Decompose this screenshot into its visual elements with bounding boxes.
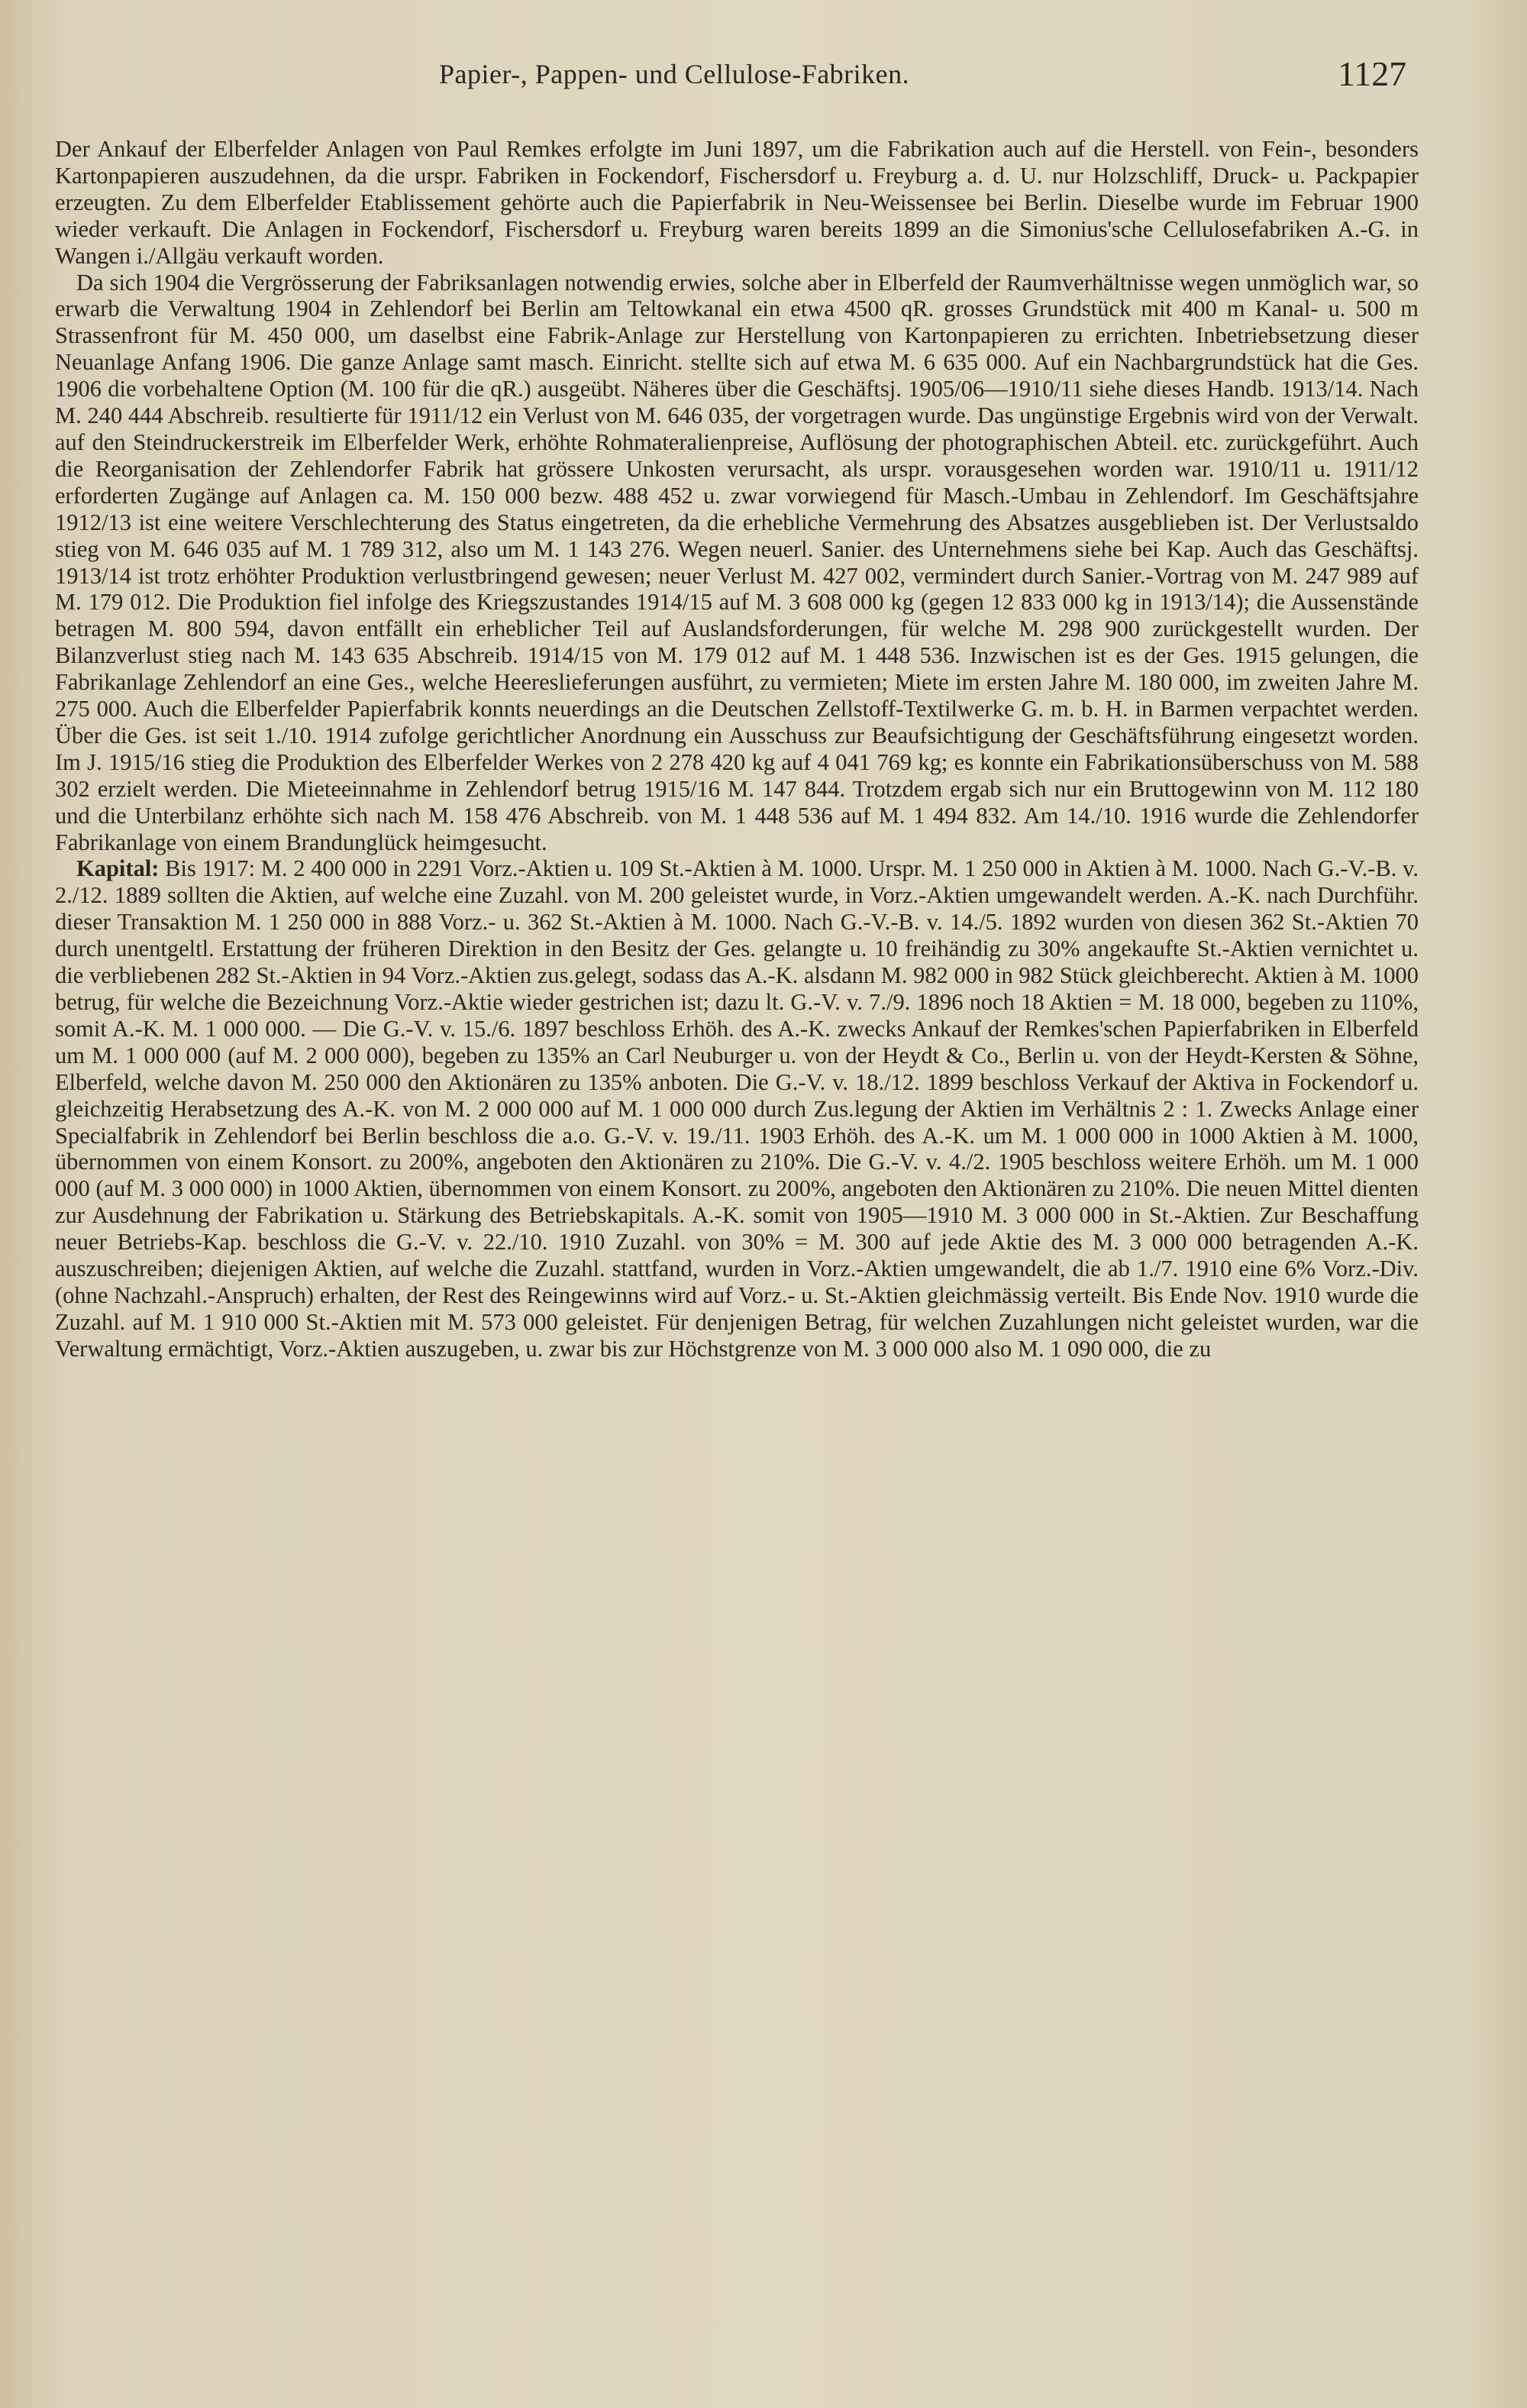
running-title: Papier-, Pappen- und Cellulose-Fabriken. <box>439 59 910 89</box>
page-number: 1127 <box>1338 54 1407 93</box>
body-text <box>55 136 1419 1362</box>
kapital-label: Kapital: <box>76 855 160 882</box>
kapital-text: Bis 1917: M. 2 400 000 in 2291 Vorz.-Aktien u. 109 St.-Aktien à M. 1000. Urspr. M. 1 250 000 in Aktien à M. 1000. Nach G.-V.-B. v. 2./12. 1889 sollten die Aktien, auf welche eine Zuzahl. von M. 200 geleistet wurde, in Vorz.-Aktien umgewandelt werden. A.-K. nach Durchführ. dieser Transaktion M. 1 250 000 in 888 Vorz.- u. 362 St.-Aktien à M. 1000. Nach G.-V.-B. v. 14./5. 1892 wurden von diesen 362 St.-Aktien 70 durch unentgeltl. Erstattung der früheren Direktion in den Besitz der Ges. gelangte u. 10 freihändig zu 30% angekaufte St.-Aktien vernichtet u. die verbliebenen 282 St.-Aktien in 94 Vorz.-Aktien zus.gelegt, sodass das A.-K. alsdann M. 982 000 in 982 Stück gleichberecht. Aktien à M. 1000 betrug, für welche die Bezeichnung Vorz.-Aktie wieder gestrichen ist; dazu lt. G.-V. v. 7./9. 1896 noch 18 Aktien = M. 18 000, begeben zu 110%, somit A.-K. M. 1 000 000. — Die G.-V. v. 15./6. 1897 beschloss Erhöh. des A.-K. zwecks Ankauf der Remkes'schen Papierfabriken in Elberfeld um M. 1 000 000 (auf M. 2 000 000), begeben zu 135% an Carl Neuburger u. von der Heydt & Co., Berlin u. von der Heydt-Kersten & Söhne, Elberfeld, welche davon M. 250 000 den Aktionären zu 135% anboten. Die G.-V. v. 18./12. 1899 beschloss Verkauf der Aktiva in Fockendorf u. gleichzeitig Herabsetzung des A.-K. von M. 2 000 000 auf M. 1 000 000 durch Zus.legung der Aktien im Verhältnis 2 : 1. Zwecks Anlage einer Specialfabrik in Zehlendorf bei Berlin beschloss die a.o. G.-V. v. 19./11. 1903 Erhöh. des A.-K. um M. 1 000 000 in 1000 Aktien à M. 1000, übernommen von einem Konsort. zu 200%, angeboten den Aktionären zu 210%. Die G.-V. v. 4./2. 1905 beschloss weitere Erhöh. um M. 1 000 000 (auf M. 3 000 000) in 1000 Aktien, übernommen von einem Konsort. zu 200%, angeboten den Aktionären zu 210%. Die neuen Mittel dienten zur Ausdehnung der Fabrikation u. Stärkung des Betriebskapitals. A.-K. somit von 1905—1910 M. 3 000 000 in St.-Aktien. Zur Beschaffung neuer Betriebs-Kap. beschloss die G.-V. v. 22./10. 1910 Zuzahl. von 30% = M. 300 auf jede Aktie des M. 3 000 000 betragenden A.-K. auszuschreiben; diejenigen Aktien, auf welche die Zuzahl. stattfand, wurden in Vorz.-Aktien umgewandelt, die ab 1./7. 1910 eine 6% Vorz.-Div. (ohne Nachzahl.-Anspruch) erhalten, der Rest des Reingewinns wird auf Vorz.- u. St.-Aktien gleichmässig verteilt. Bis Ende Nov. 1910 wurde die Zuzahl. auf M. 1 910 000 St.-Aktien mit M. 573 000 geleistet. Für denjenigen Betrag, für welchen Zuzahlungen nicht geleistet wurden, war die Verwaltung ermächtigt, Vorz.-Aktien auszugeben, u. zwar bis zur Höchstgrenze von M. 3 000 000 also M. 1 090 000, die zu <box>55 855 1419 1362</box>
paragraph-zehlendorf-history: Da sich 1904 die Vergrösserung der Fabriksanlagen notwendig erwies, solche aber in Elberfeld der Raumverhältnisse wegen unmöglich war, so erwarb die Verwaltung 1904 in Zehlendorf bei Berlin am Teltowkanal ein etwa 4500 qR. grosses Grundstück mit 400 m Kanal- u. 500 m Strassenfront für M. 450 000, um daselbst eine Fabrik-Anlage zur Herstellung von Kartonpapieren zu errichten. Inbetriebsetzung dieser Neuanlage Anfang 1906. Die ganze Anlage samt masch. Einricht. stellte sich auf etwa M. 6 635 000. Auf ein Nachbargrundstück hat die Ges. 1906 die vorbehaltene Option (M. 100 für die qR.) ausgeübt. Näheres über die Geschäftsj. 1905/06—1910/11 siehe dieses Handb. 1913/14. Nach M. 240 444 Abschreib. resultierte für 1911/12 ein Verlust von M. 646 035, der vorgetragen wurde. Das ungünstige Ergebnis wird von der Verwalt. auf den Steindruckerstreik im Elberfelder Werk, erhöhte Rohmateralienpreise, Auflösung der photographischen Abteil. etc. zurückgeführt. Auch die Reorganisation der Zehlendorfer Fabrik hat grössere Unkosten verursacht, als urspr. vorausgesehen worden war. 1910/11 u. 1911/12 erforderten Zugänge auf Anlagen ca. M. 150 000 bezw. 488 452 u. zwar vorwiegend für Masch.-Umbau in Zehlendorf. Im Geschäftsjahre 1912/13 ist eine weitere Verschlechterung des Status eingetreten, da die erhebliche Vermehrung des Absatzes ausgeblieben ist. Der Verlustsaldo stieg von M. 646 035 auf M. 1 789 312, also um M. 1 143 276. Wegen neuerl. Sanier. des Unternehmens siehe bei Kap. Auch das Geschäftsj. 1913/14 ist trotz erhöhter Produktion verlustbringend gewesen; neuer Verlust M. 427 002, vermindert durch Sanier.-Vortrag von M. 247 989 auf M. 179 012. Die Produktion fiel infolge des Kriegszustandes 1914/15 auf M. 3 608 000 kg (gegen 12 833 000 kg in 1913/14); die Aussenstände betragen M. 800 594, davon entfällt ein erheblicher Teil auf Auslandsforderungen, für welche M. 298 900 zurückgestellt wurden. Der Bilanzverlust stieg nach M. 143 635 Abschreib. 1914/15 von M. 179 012 auf M. 1 448 536. Inzwischen ist es der Ges. 1915 gelungen, die Fabrikanlage Zehlendorf an eine Ges., welche Heereslieferungen ausführt, zu vermieten; Miete im ersten Jahre M. 180 000, im zweiten Jahre M. 275 000. Auch die Elberfelder Papierfabrik konnts neuerdings an die Deutschen Zellstoff-Textilwerke G. m. b. H. in Barmen verpachtet werden. Über die Ges. ist seit 1./10. 1914 zufolge gerichtlicher Anordnung ein Ausschuss zur Beaufsichtigung der Geschäftsführung eingesetzt worden. Im J. 1915/16 stieg die Produktion des Elberfelder Werkes von 2 278 420 kg auf 4 041 769 kg; es konnte ein Fabrikationsüberschuss von M. 588 302 erzielt werden. Die Mieteeinnahme in Zehlendorf betrug 1915/16 M. 147 844. Trotzdem ergab sich nur ein Bruttogewinn von M. 112 180 und die Unterbilanz erhöhte sich nach M. 158 476 Abschreib. von M. 1 448 536 auf M. 1 494 832. Am 14./10. 1916 wurde die Zehlendorfer Fabrikanlage von einem Brandunglück heimgesucht. <box>55 269 1419 855</box>
paragraph-remkes-acquisition: Der Ankauf der Elberfelder Anlagen von Paul Remkes erfolgte im Juni 1897, um die Fabrikation auch auf die Herstell. von Fein-, besonders Kartonpapieren auszudehnen, da die urspr. Fabriken in Fockendorf, Fischersdorf u. Freyburg a. d. U. nur Holzschliff, Druck- u. Packpapier erzeugten. Zu dem Elberfelder Etablissement gehörte auch die Papierfabrik in Neu-Weissensee bei Berlin. Dieselbe wurde im Februar 1900 wieder verkauft. Die Anlagen in Fockendorf, Fischersdorf u. Freyburg waren bereits 1899 an die Simonius'sche Cellulosefabriken A.-G. in Wangen i./Allgäu verkauft worden. <box>55 136 1419 269</box>
page-header <box>0 53 1527 99</box>
paragraph-kapital <box>55 855 1419 1362</box>
